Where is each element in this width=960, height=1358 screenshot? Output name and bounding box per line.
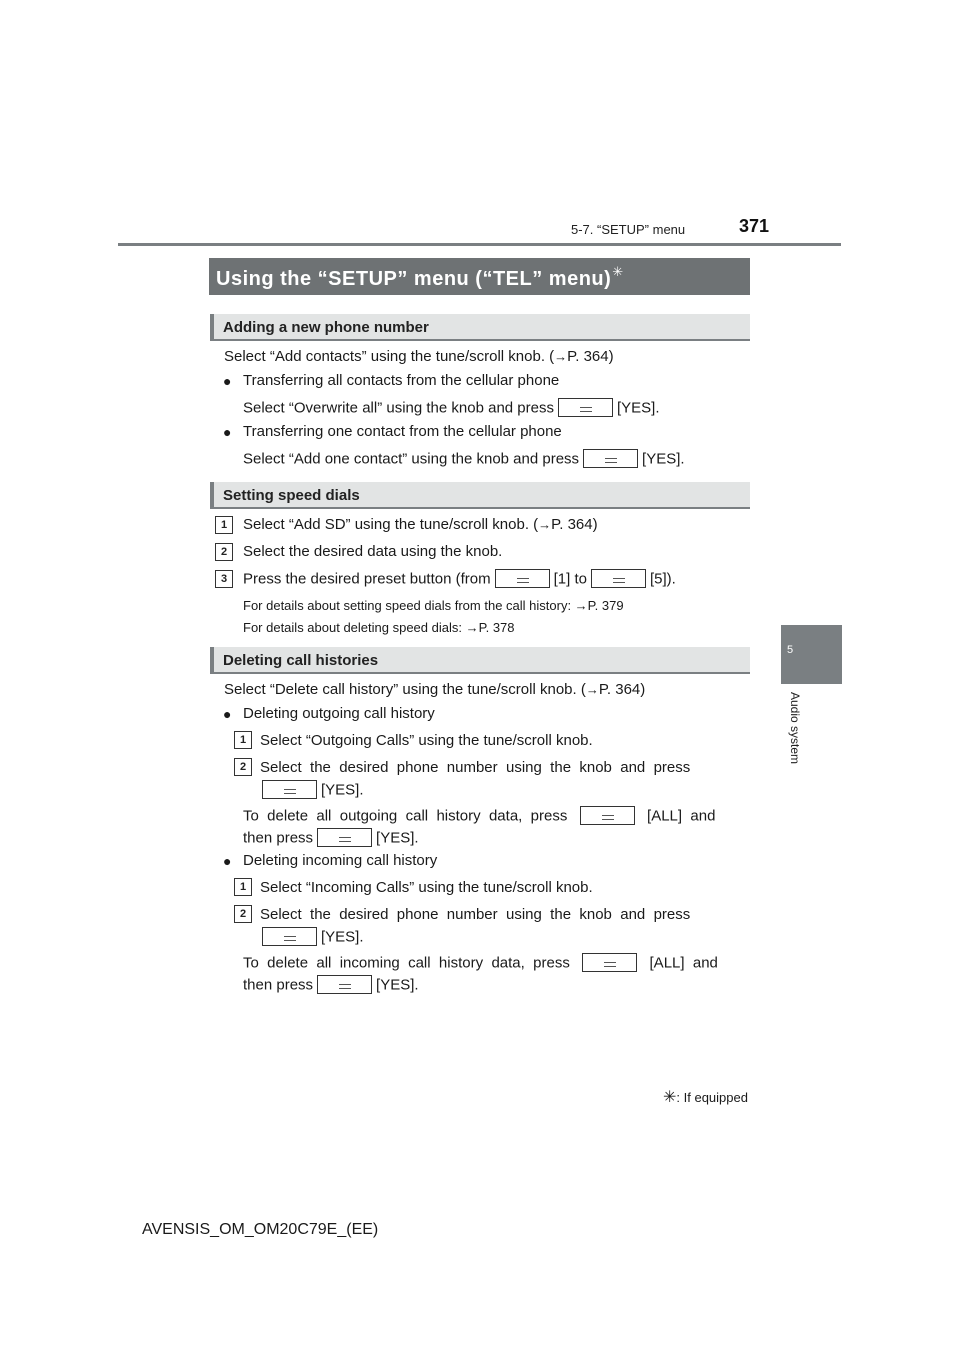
chapter-tab-number: 5 — [787, 644, 794, 656]
subheading-delete-history: Deleting call histories — [210, 647, 750, 674]
step-number-2: 2 — [215, 543, 233, 561]
add-number-overwrite-step: Select “Overwrite all” using the knob and press [YES]. — [243, 399, 660, 417]
outgoing-step-1: Select “Outgoing Calls” using the tune/scroll knob. — [260, 732, 593, 749]
document-code: AVENSIS_OM_OM20C79E_(EE) — [142, 1221, 379, 1238]
incoming-delete-all-cont: then press [YES]. — [243, 976, 419, 994]
arrow-icon: → — [554, 349, 568, 364]
enter-button-icon — [583, 449, 638, 468]
delete-incoming-bullet: Deleting incoming call history — [243, 852, 438, 869]
section-title: Using the “SETUP” menu (“TEL” menu)✳ — [216, 264, 624, 290]
step-number-1: 1 — [234, 731, 252, 749]
arrow-icon: → — [465, 620, 479, 635]
chapter-side-title — [788, 692, 804, 792]
delete-history-intro: Select “Delete call history” using the tune/scroll knob. (→P. 364) — [224, 681, 646, 698]
step-number-2: 2 — [234, 905, 252, 923]
speed-dial-step-1: Select “Add SD” using the tune/scroll knob. (→P. 364) — [243, 516, 598, 533]
enter-button-icon — [317, 828, 372, 847]
add-number-bullet-all: Transferring all contacts from the cellular phone — [243, 372, 560, 389]
subheading-add-number: Adding a new phone number — [210, 314, 750, 341]
enter-button-icon — [558, 398, 613, 417]
outgoing-delete-all-cont: then press [YES]. — [243, 829, 419, 847]
step-number-1: 1 — [234, 878, 252, 896]
speed-dial-note-delete: For details about deleting speed dials: →P. 378 — [243, 620, 515, 635]
enter-button-icon — [262, 780, 317, 799]
outgoing-step-2-cont: [YES]. — [258, 781, 364, 800]
preset-button-icon — [495, 569, 550, 588]
enter-button-icon — [317, 975, 372, 994]
header-rule — [118, 243, 841, 246]
speed-dial-note-history: For details about setting speed dials from the call history: →P. 379 — [243, 598, 624, 613]
all-button-icon — [580, 806, 635, 825]
if-equipped-marker: ✳ — [612, 264, 624, 279]
arrow-icon: → — [538, 517, 552, 532]
speed-dial-step-3: Press the desired preset button (from [1] to [5]). — [243, 570, 676, 588]
outgoing-step-2: Select the desired phone number using the knob and press — [260, 759, 691, 776]
arrow-icon: → — [574, 598, 588, 613]
arrow-icon: → — [585, 682, 599, 697]
add-number-intro: Select “Add contacts” using the tune/scroll knob. (→P. 364) — [224, 348, 614, 365]
incoming-step-1: Select “Incoming Calls” using the tune/scroll knob. — [260, 879, 593, 896]
bullet-icon: ● — [223, 706, 232, 722]
incoming-step-2: Select the desired phone number using the knob and press — [260, 906, 691, 923]
chapter-side-title-text: Audio system — [788, 692, 802, 765]
enter-button-icon — [262, 927, 317, 946]
add-number-one-step: Select “Add one contact” using the knob and press [YES]. — [243, 450, 685, 468]
bullet-icon: ● — [223, 424, 232, 440]
step-number-2: 2 — [234, 758, 252, 776]
running-header-section: 5-7. “SETUP” menu — [571, 222, 686, 237]
bullet-icon: ● — [223, 853, 232, 869]
page-number: 371 — [739, 216, 770, 236]
add-number-bullet-one: Transferring one contact from the cellular phone — [243, 423, 562, 440]
speed-dial-step-2: Select the desired data using the knob. — [243, 543, 503, 560]
preset-button-icon — [591, 569, 646, 588]
all-button-icon — [582, 953, 637, 972]
bullet-icon: ● — [223, 373, 232, 389]
step-number-1: 1 — [215, 516, 233, 534]
asterisk-icon: ✳ — [663, 1089, 677, 1106]
outgoing-delete-all: To delete all outgoing call history data, press [ALL] and — [243, 807, 716, 825]
incoming-delete-all: To delete all incoming call history data, press [ALL] and — [243, 954, 718, 972]
subheading-speed-dials: Setting speed dials — [210, 482, 750, 509]
section-title-bar — [209, 258, 750, 295]
delete-outgoing-bullet: Deleting outgoing call history — [243, 705, 435, 722]
incoming-step-2-cont: [YES]. — [258, 928, 364, 947]
step-number-3: 3 — [215, 570, 233, 588]
if-equipped-footnote: ✳: If equipped — [663, 1089, 748, 1106]
